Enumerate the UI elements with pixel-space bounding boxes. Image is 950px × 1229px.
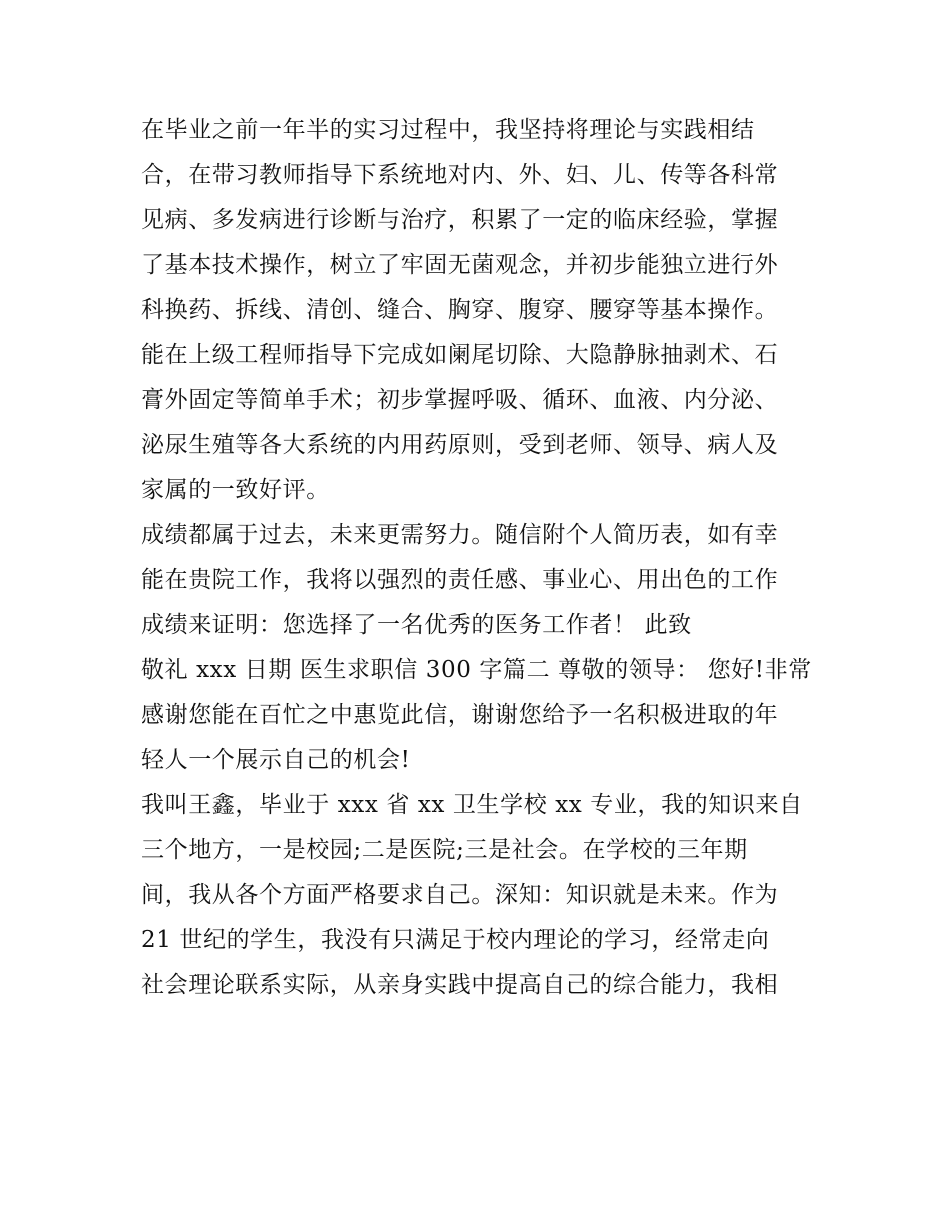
text-line: 成绩来证明：您选择了一名优秀的医务工作者！ 此致 xyxy=(141,612,692,638)
text-line: 21 世纪的学生，我没有只满足于校内理论的学习，经常走向 xyxy=(141,927,770,953)
text-line: 能在贵院工作，我将以强烈的责任感、事业心、用出色的工作 xyxy=(141,567,779,593)
text-line: 轻人一个展示自己的机会! xyxy=(141,747,411,773)
text-line: 科换药、拆线、清创、缝合、胸穿、腹穿、腰穿等基本操作。 xyxy=(141,297,779,323)
text-line: 间，我从各个方面严格要求自己。深知：知识就是未来。作为 xyxy=(141,882,779,908)
text-line: 社会理论联系实际，从亲身实践中提高自己的综合能力，我相 xyxy=(141,972,779,998)
text-line: 膏外固定等简单手术；初步掌握呼吸、循环、血液、内分泌、 xyxy=(141,387,779,413)
text-line: 感谢您能在百忙之中惠览此信，谢谢您给予一名积极进取的年 xyxy=(141,702,779,728)
text-line: 了基本技术操作，树立了牢固无菌观念，并初步能独立进行外 xyxy=(141,252,779,278)
text-line: 见病、多发病进行诊断与治疗，积累了一定的临床经验，掌握 xyxy=(141,207,779,233)
text-line: 敬礼 xxx 日期 医生求职信 300 字篇二 尊敬的领导： 您好!非常 xyxy=(141,657,812,683)
text-line: 三个地方，一是校园;二是医院;三是社会。在学校的三年期 xyxy=(141,837,748,863)
text-line: 家属的一致好评。 xyxy=(141,477,330,503)
text-line: 合，在带习教师指导下系统地对内、外、妇、儿、传等各科常 xyxy=(141,162,779,188)
body-text xyxy=(141,108,841,1008)
text-line: 泌尿生殖等各大系统的内用药原则，受到老师、领导、病人及 xyxy=(141,432,779,458)
text-line: 我叫王鑫，毕业于 xxx 省 xx 卫生学校 xx 专业，我的知识来自 xyxy=(141,792,803,818)
text-line: 成绩都属于过去，未来更需努力。随信附个人简历表，如有幸 xyxy=(141,522,779,548)
text-line: 在毕业之前一年半的实习过程中，我坚持将理论与实践相结 xyxy=(141,117,755,143)
text-line: 能在上级工程师指导下完成如阑尾切除、大隐静脉抽剥术、石 xyxy=(141,342,779,368)
